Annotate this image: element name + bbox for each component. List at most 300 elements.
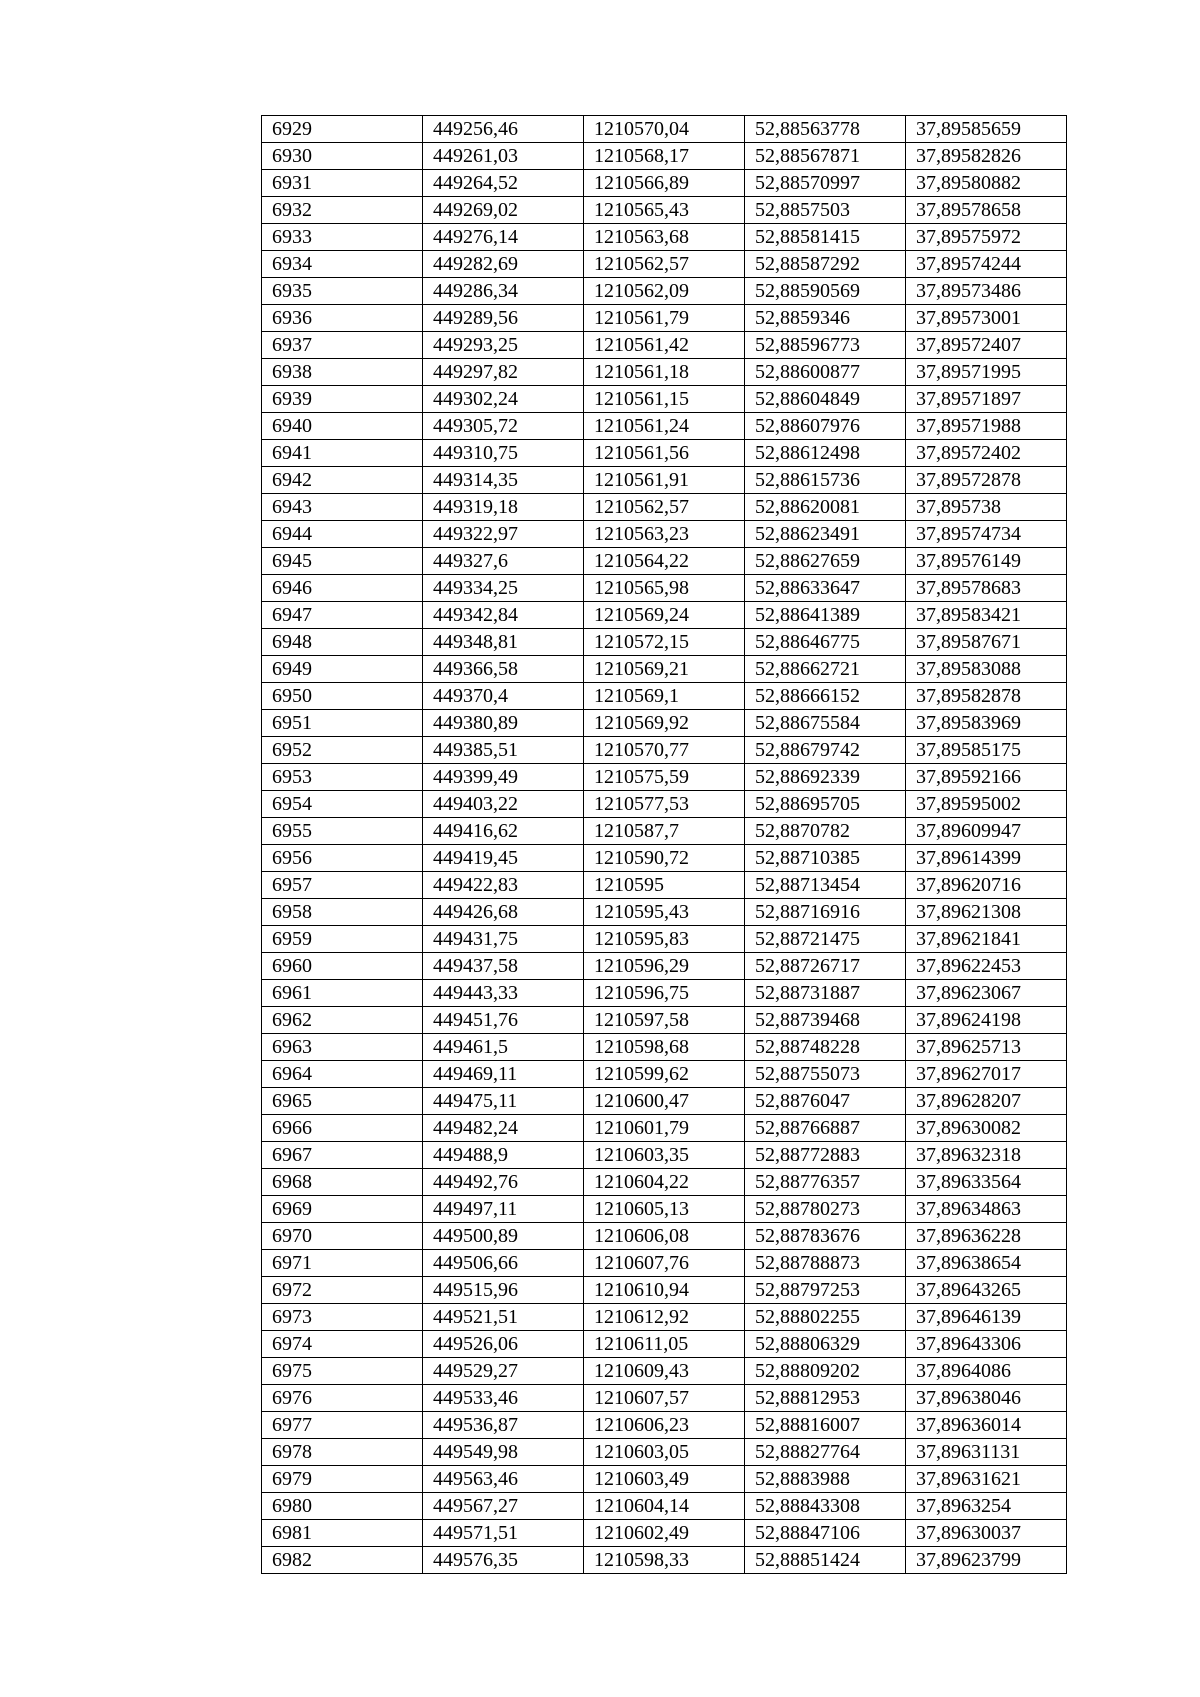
latitude-cell: 52,88780273 <box>745 1196 906 1223</box>
latitude-cell: 52,88633647 <box>745 575 906 602</box>
latitude-cell: 52,88797253 <box>745 1277 906 1304</box>
x-coordinate-cell: 449443,33 <box>423 980 584 1007</box>
y-coordinate-cell: 1210561,42 <box>584 332 745 359</box>
longitude-cell: 37,8963254 <box>906 1493 1067 1520</box>
x-coordinate-cell: 449526,06 <box>423 1331 584 1358</box>
latitude-cell: 52,88612498 <box>745 440 906 467</box>
latitude-cell: 52,88721475 <box>745 926 906 953</box>
y-coordinate-cell: 1210599,62 <box>584 1061 745 1088</box>
longitude-cell: 37,89621308 <box>906 899 1067 926</box>
table-row <box>262 278 1067 305</box>
y-coordinate-cell: 1210563,68 <box>584 224 745 251</box>
point-number-cell: 6941 <box>262 440 423 467</box>
point-number-cell: 6980 <box>262 1493 423 1520</box>
x-coordinate-cell: 449533,46 <box>423 1385 584 1412</box>
y-coordinate-cell: 1210572,15 <box>584 629 745 656</box>
point-number-cell: 6960 <box>262 953 423 980</box>
longitude-cell: 37,89646139 <box>906 1304 1067 1331</box>
point-number-cell: 6935 <box>262 278 423 305</box>
table-row <box>262 1142 1067 1169</box>
point-number-cell: 6975 <box>262 1358 423 1385</box>
point-number-cell: 6972 <box>262 1277 423 1304</box>
table-row <box>262 1412 1067 1439</box>
latitude-cell: 52,88788873 <box>745 1250 906 1277</box>
latitude-cell: 52,88827764 <box>745 1439 906 1466</box>
table-row <box>262 710 1067 737</box>
latitude-cell: 52,88563778 <box>745 116 906 143</box>
y-coordinate-cell: 1210598,68 <box>584 1034 745 1061</box>
table-row <box>262 791 1067 818</box>
x-coordinate-cell: 449370,4 <box>423 683 584 710</box>
point-number-cell: 6931 <box>262 170 423 197</box>
point-number-cell: 6966 <box>262 1115 423 1142</box>
y-coordinate-cell: 1210602,49 <box>584 1520 745 1547</box>
point-number-cell: 6952 <box>262 737 423 764</box>
point-number-cell: 6937 <box>262 332 423 359</box>
table-row <box>262 413 1067 440</box>
x-coordinate-cell: 449314,35 <box>423 467 584 494</box>
point-number-cell: 6970 <box>262 1223 423 1250</box>
point-number-cell: 6974 <box>262 1331 423 1358</box>
y-coordinate-cell: 1210607,57 <box>584 1385 745 1412</box>
latitude-cell: 52,88755073 <box>745 1061 906 1088</box>
longitude-cell: 37,89580882 <box>906 170 1067 197</box>
point-number-cell: 6964 <box>262 1061 423 1088</box>
table-row <box>262 899 1067 926</box>
longitude-cell: 37,89636228 <box>906 1223 1067 1250</box>
table-row <box>262 1304 1067 1331</box>
longitude-cell: 37,89582826 <box>906 143 1067 170</box>
longitude-cell: 37,89631131 <box>906 1439 1067 1466</box>
point-number-cell: 6955 <box>262 818 423 845</box>
table-row <box>262 467 1067 494</box>
table-row <box>262 926 1067 953</box>
table-row <box>262 1115 1067 1142</box>
table-row <box>262 494 1067 521</box>
x-coordinate-cell: 449380,89 <box>423 710 584 737</box>
x-coordinate-cell: 449385,51 <box>423 737 584 764</box>
longitude-cell: 37,89609947 <box>906 818 1067 845</box>
longitude-cell: 37,89585659 <box>906 116 1067 143</box>
y-coordinate-cell: 1210569,1 <box>584 683 745 710</box>
longitude-cell: 37,89572402 <box>906 440 1067 467</box>
y-coordinate-cell: 1210569,24 <box>584 602 745 629</box>
table-row <box>262 224 1067 251</box>
x-coordinate-cell: 449264,52 <box>423 170 584 197</box>
point-number-cell: 6957 <box>262 872 423 899</box>
table-row <box>262 1250 1067 1277</box>
latitude-cell: 52,88695705 <box>745 791 906 818</box>
latitude-cell: 52,8870782 <box>745 818 906 845</box>
x-coordinate-cell: 449475,11 <box>423 1088 584 1115</box>
y-coordinate-cell: 1210566,89 <box>584 170 745 197</box>
x-coordinate-cell: 449399,49 <box>423 764 584 791</box>
y-coordinate-cell: 1210561,15 <box>584 386 745 413</box>
latitude-cell: 52,88851424 <box>745 1547 906 1574</box>
point-number-cell: 6979 <box>262 1466 423 1493</box>
latitude-cell: 52,88623491 <box>745 521 906 548</box>
longitude-cell: 37,89572407 <box>906 332 1067 359</box>
longitude-cell: 37,89595002 <box>906 791 1067 818</box>
point-number-cell: 6981 <box>262 1520 423 1547</box>
x-coordinate-cell: 449256,46 <box>423 116 584 143</box>
latitude-cell: 52,88641389 <box>745 602 906 629</box>
latitude-cell: 52,88675584 <box>745 710 906 737</box>
point-number-cell: 6945 <box>262 548 423 575</box>
y-coordinate-cell: 1210561,18 <box>584 359 745 386</box>
latitude-cell: 52,88604849 <box>745 386 906 413</box>
y-coordinate-cell: 1210604,14 <box>584 1493 745 1520</box>
point-number-cell: 6976 <box>262 1385 423 1412</box>
latitude-cell: 52,88570997 <box>745 170 906 197</box>
point-number-cell: 6943 <box>262 494 423 521</box>
point-number-cell: 6936 <box>262 305 423 332</box>
longitude-cell: 37,89583088 <box>906 656 1067 683</box>
table-row <box>262 818 1067 845</box>
x-coordinate-cell: 449488,9 <box>423 1142 584 1169</box>
latitude-cell: 52,88776357 <box>745 1169 906 1196</box>
table-row <box>262 1358 1067 1385</box>
point-number-cell: 6929 <box>262 116 423 143</box>
table-row <box>262 332 1067 359</box>
x-coordinate-cell: 449571,51 <box>423 1520 584 1547</box>
x-coordinate-cell: 449506,66 <box>423 1250 584 1277</box>
y-coordinate-cell: 1210606,23 <box>584 1412 745 1439</box>
longitude-cell: 37,89592166 <box>906 764 1067 791</box>
table-row <box>262 440 1067 467</box>
latitude-cell: 52,88843308 <box>745 1493 906 1520</box>
longitude-cell: 37,89571995 <box>906 359 1067 386</box>
table-row <box>262 305 1067 332</box>
y-coordinate-cell: 1210606,08 <box>584 1223 745 1250</box>
y-coordinate-cell: 1210570,04 <box>584 116 745 143</box>
latitude-cell: 52,88731887 <box>745 980 906 1007</box>
x-coordinate-cell: 449403,22 <box>423 791 584 818</box>
y-coordinate-cell: 1210562,09 <box>584 278 745 305</box>
y-coordinate-cell: 1210609,43 <box>584 1358 745 1385</box>
y-coordinate-cell: 1210569,92 <box>584 710 745 737</box>
point-number-cell: 6944 <box>262 521 423 548</box>
y-coordinate-cell: 1210610,94 <box>584 1277 745 1304</box>
latitude-cell: 52,88581415 <box>745 224 906 251</box>
x-coordinate-cell: 449261,03 <box>423 143 584 170</box>
latitude-cell: 52,88713454 <box>745 872 906 899</box>
latitude-cell: 52,88806329 <box>745 1331 906 1358</box>
y-coordinate-cell: 1210561,56 <box>584 440 745 467</box>
point-number-cell: 6947 <box>262 602 423 629</box>
x-coordinate-cell: 449327,6 <box>423 548 584 575</box>
latitude-cell: 52,88809202 <box>745 1358 906 1385</box>
x-coordinate-cell: 449549,98 <box>423 1439 584 1466</box>
point-number-cell: 6965 <box>262 1088 423 1115</box>
coordinates-table-body <box>262 116 1067 1574</box>
latitude-cell: 52,88716916 <box>745 899 906 926</box>
longitude-cell: 37,89620716 <box>906 872 1067 899</box>
y-coordinate-cell: 1210611,05 <box>584 1331 745 1358</box>
table-row <box>262 1061 1067 1088</box>
table-row <box>262 1088 1067 1115</box>
y-coordinate-cell: 1210590,72 <box>584 845 745 872</box>
table-row <box>262 656 1067 683</box>
longitude-cell: 37,89574244 <box>906 251 1067 278</box>
table-row <box>262 629 1067 656</box>
longitude-cell: 37,89638654 <box>906 1250 1067 1277</box>
x-coordinate-cell: 449269,02 <box>423 197 584 224</box>
longitude-cell: 37,89624198 <box>906 1007 1067 1034</box>
point-number-cell: 6933 <box>262 224 423 251</box>
longitude-cell: 37,89630082 <box>906 1115 1067 1142</box>
x-coordinate-cell: 449567,27 <box>423 1493 584 1520</box>
longitude-cell: 37,89636014 <box>906 1412 1067 1439</box>
y-coordinate-cell: 1210604,22 <box>584 1169 745 1196</box>
longitude-cell: 37,89582878 <box>906 683 1067 710</box>
table-row <box>262 1223 1067 1250</box>
latitude-cell: 52,88596773 <box>745 332 906 359</box>
longitude-cell: 37,89572878 <box>906 467 1067 494</box>
longitude-cell: 37,89638046 <box>906 1385 1067 1412</box>
latitude-cell: 52,8876047 <box>745 1088 906 1115</box>
point-number-cell: 6977 <box>262 1412 423 1439</box>
longitude-cell: 37,89583969 <box>906 710 1067 737</box>
latitude-cell: 52,88666152 <box>745 683 906 710</box>
longitude-cell: 37,89623067 <box>906 980 1067 1007</box>
table-row <box>262 251 1067 278</box>
x-coordinate-cell: 449282,69 <box>423 251 584 278</box>
y-coordinate-cell: 1210568,17 <box>584 143 745 170</box>
latitude-cell: 52,88662721 <box>745 656 906 683</box>
point-number-cell: 6932 <box>262 197 423 224</box>
y-coordinate-cell: 1210577,53 <box>584 791 745 818</box>
longitude-cell: 37,89632318 <box>906 1142 1067 1169</box>
y-coordinate-cell: 1210596,29 <box>584 953 745 980</box>
longitude-cell: 37,89630037 <box>906 1520 1067 1547</box>
latitude-cell: 52,88600877 <box>745 359 906 386</box>
table-row <box>262 683 1067 710</box>
table-row <box>262 170 1067 197</box>
table-row <box>262 602 1067 629</box>
point-number-cell: 6969 <box>262 1196 423 1223</box>
latitude-cell: 52,88772883 <box>745 1142 906 1169</box>
x-coordinate-cell: 449419,45 <box>423 845 584 872</box>
x-coordinate-cell: 449286,34 <box>423 278 584 305</box>
latitude-cell: 52,88679742 <box>745 737 906 764</box>
latitude-cell: 52,88567871 <box>745 143 906 170</box>
latitude-cell: 52,88620081 <box>745 494 906 521</box>
y-coordinate-cell: 1210565,43 <box>584 197 745 224</box>
table-row <box>262 1439 1067 1466</box>
longitude-cell: 37,89585175 <box>906 737 1067 764</box>
point-number-cell: 6953 <box>262 764 423 791</box>
x-coordinate-cell: 449348,81 <box>423 629 584 656</box>
latitude-cell: 52,88646775 <box>745 629 906 656</box>
y-coordinate-cell: 1210595,83 <box>584 926 745 953</box>
x-coordinate-cell: 449276,14 <box>423 224 584 251</box>
x-coordinate-cell: 449482,24 <box>423 1115 584 1142</box>
point-number-cell: 6961 <box>262 980 423 1007</box>
point-number-cell: 6956 <box>262 845 423 872</box>
point-number-cell: 6948 <box>262 629 423 656</box>
x-coordinate-cell: 449422,83 <box>423 872 584 899</box>
latitude-cell: 52,88615736 <box>745 467 906 494</box>
x-coordinate-cell: 449461,5 <box>423 1034 584 1061</box>
y-coordinate-cell: 1210607,76 <box>584 1250 745 1277</box>
x-coordinate-cell: 449437,58 <box>423 953 584 980</box>
longitude-cell: 37,8964086 <box>906 1358 1067 1385</box>
longitude-cell: 37,89578683 <box>906 575 1067 602</box>
x-coordinate-cell: 449297,82 <box>423 359 584 386</box>
table-row <box>262 197 1067 224</box>
longitude-cell: 37,89571897 <box>906 386 1067 413</box>
point-number-cell: 6930 <box>262 143 423 170</box>
latitude-cell: 52,88847106 <box>745 1520 906 1547</box>
point-number-cell: 6950 <box>262 683 423 710</box>
latitude-cell: 52,88726717 <box>745 953 906 980</box>
latitude-cell: 52,88739468 <box>745 1007 906 1034</box>
point-number-cell: 6978 <box>262 1439 423 1466</box>
longitude-cell: 37,89622453 <box>906 953 1067 980</box>
latitude-cell: 52,88812953 <box>745 1385 906 1412</box>
point-number-cell: 6971 <box>262 1250 423 1277</box>
y-coordinate-cell: 1210562,57 <box>584 251 745 278</box>
longitude-cell: 37,89628207 <box>906 1088 1067 1115</box>
table-row <box>262 1493 1067 1520</box>
y-coordinate-cell: 1210562,57 <box>584 494 745 521</box>
coordinates-table <box>261 115 1067 1574</box>
x-coordinate-cell: 449319,18 <box>423 494 584 521</box>
latitude-cell: 52,88783676 <box>745 1223 906 1250</box>
longitude-cell: 37,89575972 <box>906 224 1067 251</box>
x-coordinate-cell: 449492,76 <box>423 1169 584 1196</box>
longitude-cell: 37,89643265 <box>906 1277 1067 1304</box>
point-number-cell: 6946 <box>262 575 423 602</box>
y-coordinate-cell: 1210598,33 <box>584 1547 745 1574</box>
latitude-cell: 52,8859346 <box>745 305 906 332</box>
table-row <box>262 1547 1067 1574</box>
table-row <box>262 1169 1067 1196</box>
point-number-cell: 6938 <box>262 359 423 386</box>
longitude-cell: 37,89621841 <box>906 926 1067 953</box>
longitude-cell: 37,89631621 <box>906 1466 1067 1493</box>
longitude-cell: 37,89634863 <box>906 1196 1067 1223</box>
longitude-cell: 37,89574734 <box>906 521 1067 548</box>
point-number-cell: 6967 <box>262 1142 423 1169</box>
latitude-cell: 52,88710385 <box>745 845 906 872</box>
table-row <box>262 1196 1067 1223</box>
y-coordinate-cell: 1210612,92 <box>584 1304 745 1331</box>
x-coordinate-cell: 449529,27 <box>423 1358 584 1385</box>
longitude-cell: 37,89583421 <box>906 602 1067 629</box>
x-coordinate-cell: 449536,87 <box>423 1412 584 1439</box>
y-coordinate-cell: 1210565,98 <box>584 575 745 602</box>
longitude-cell: 37,89573486 <box>906 278 1067 305</box>
table-row <box>262 737 1067 764</box>
point-number-cell: 6954 <box>262 791 423 818</box>
table-row <box>262 1277 1067 1304</box>
x-coordinate-cell: 449302,24 <box>423 386 584 413</box>
y-coordinate-cell: 1210603,35 <box>584 1142 745 1169</box>
table-row <box>262 980 1067 1007</box>
x-coordinate-cell: 449451,76 <box>423 1007 584 1034</box>
y-coordinate-cell: 1210561,91 <box>584 467 745 494</box>
table-row <box>262 1466 1067 1493</box>
longitude-cell: 37,89625713 <box>906 1034 1067 1061</box>
y-coordinate-cell: 1210564,22 <box>584 548 745 575</box>
table-row <box>262 1331 1067 1358</box>
point-number-cell: 6962 <box>262 1007 423 1034</box>
table-row <box>262 143 1067 170</box>
y-coordinate-cell: 1210596,75 <box>584 980 745 1007</box>
point-number-cell: 6963 <box>262 1034 423 1061</box>
longitude-cell: 37,89573001 <box>906 305 1067 332</box>
x-coordinate-cell: 449322,97 <box>423 521 584 548</box>
y-coordinate-cell: 1210575,59 <box>584 764 745 791</box>
x-coordinate-cell: 449563,46 <box>423 1466 584 1493</box>
longitude-cell: 37,89643306 <box>906 1331 1067 1358</box>
x-coordinate-cell: 449469,11 <box>423 1061 584 1088</box>
latitude-cell: 52,88748228 <box>745 1034 906 1061</box>
latitude-cell: 52,8857503 <box>745 197 906 224</box>
table-row <box>262 1385 1067 1412</box>
table-row <box>262 116 1067 143</box>
x-coordinate-cell: 449431,75 <box>423 926 584 953</box>
latitude-cell: 52,88692339 <box>745 764 906 791</box>
longitude-cell: 37,89587671 <box>906 629 1067 656</box>
longitude-cell: 37,89627017 <box>906 1061 1067 1088</box>
x-coordinate-cell: 449342,84 <box>423 602 584 629</box>
y-coordinate-cell: 1210605,13 <box>584 1196 745 1223</box>
y-coordinate-cell: 1210570,77 <box>584 737 745 764</box>
point-number-cell: 6939 <box>262 386 423 413</box>
x-coordinate-cell: 449310,75 <box>423 440 584 467</box>
latitude-cell: 52,88802255 <box>745 1304 906 1331</box>
latitude-cell: 52,88816007 <box>745 1412 906 1439</box>
point-number-cell: 6958 <box>262 899 423 926</box>
point-number-cell: 6942 <box>262 467 423 494</box>
point-number-cell: 6951 <box>262 710 423 737</box>
point-number-cell: 6940 <box>262 413 423 440</box>
point-number-cell: 6934 <box>262 251 423 278</box>
x-coordinate-cell: 449497,11 <box>423 1196 584 1223</box>
x-coordinate-cell: 449416,62 <box>423 818 584 845</box>
y-coordinate-cell: 1210595,43 <box>584 899 745 926</box>
table-row <box>262 548 1067 575</box>
x-coordinate-cell: 449515,96 <box>423 1277 584 1304</box>
table-row <box>262 845 1067 872</box>
x-coordinate-cell: 449289,56 <box>423 305 584 332</box>
x-coordinate-cell: 449366,58 <box>423 656 584 683</box>
x-coordinate-cell: 449334,25 <box>423 575 584 602</box>
y-coordinate-cell: 1210587,7 <box>584 818 745 845</box>
longitude-cell: 37,89571988 <box>906 413 1067 440</box>
y-coordinate-cell: 1210600,47 <box>584 1088 745 1115</box>
table-row <box>262 386 1067 413</box>
x-coordinate-cell: 449576,35 <box>423 1547 584 1574</box>
table-row <box>262 1520 1067 1547</box>
latitude-cell: 52,8883988 <box>745 1466 906 1493</box>
x-coordinate-cell: 449426,68 <box>423 899 584 926</box>
longitude-cell: 37,89623799 <box>906 1547 1067 1574</box>
latitude-cell: 52,88607976 <box>745 413 906 440</box>
table-row <box>262 359 1067 386</box>
x-coordinate-cell: 449305,72 <box>423 413 584 440</box>
longitude-cell: 37,895738 <box>906 494 1067 521</box>
latitude-cell: 52,88587292 <box>745 251 906 278</box>
y-coordinate-cell: 1210561,24 <box>584 413 745 440</box>
table-row <box>262 575 1067 602</box>
latitude-cell: 52,88590569 <box>745 278 906 305</box>
y-coordinate-cell: 1210569,21 <box>584 656 745 683</box>
point-number-cell: 6968 <box>262 1169 423 1196</box>
